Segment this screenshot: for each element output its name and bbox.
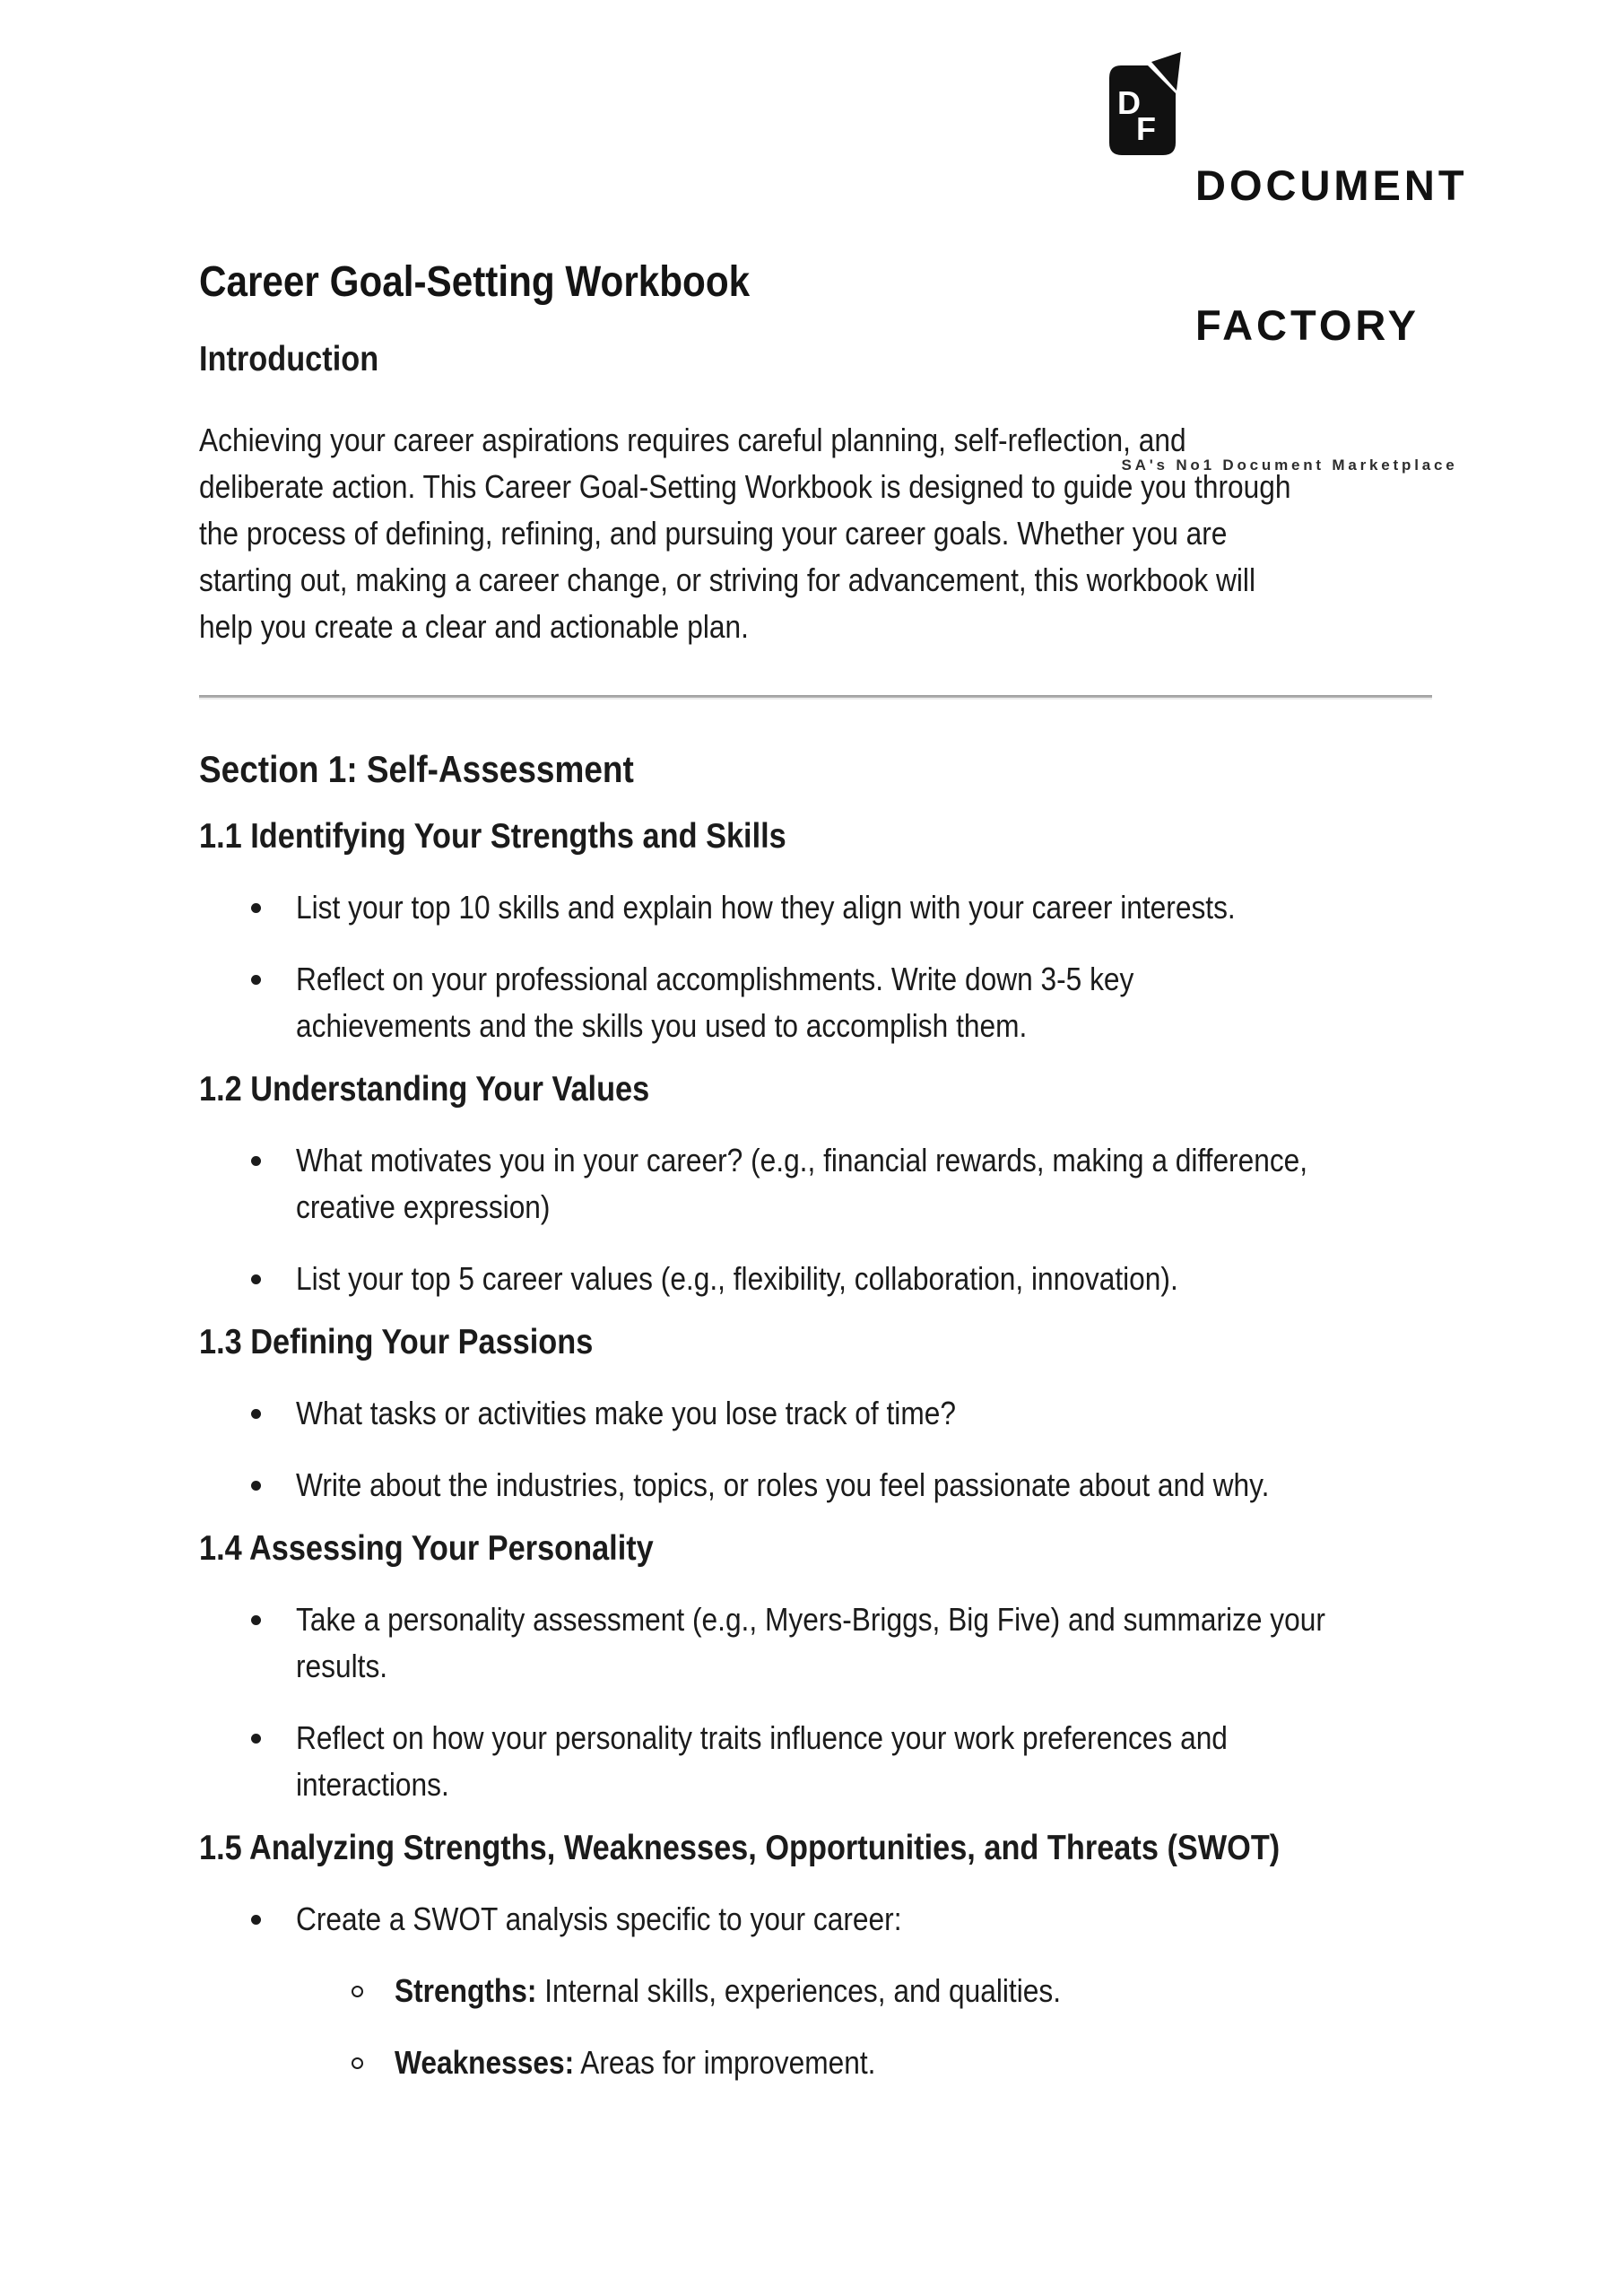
- bullet-text: [296, 1896, 1151, 1943]
- sub-bullet-text: [395, 2039, 942, 2086]
- sub-bullet-list: [296, 1968, 1151, 2086]
- bullet-dot-icon: [249, 1896, 296, 1943]
- logo-tagline: SA's No1 Document Marketplace: [1121, 457, 1458, 474]
- list-item: [199, 1462, 1432, 1509]
- bullet-dot-icon: [249, 884, 296, 931]
- paragraph-line: help you create a clear and actionable plan.: [199, 608, 749, 645]
- logo-letter-f: F: [1136, 110, 1156, 147]
- sub-bullet-value: Areas for improvement.: [574, 2044, 876, 2081]
- bullet-text: [296, 1390, 1046, 1437]
- bullet-dot-icon: [249, 1256, 296, 1302]
- logo-wordmark-line2: FACTORY: [1195, 301, 1420, 349]
- bullet-dot-icon: [249, 1462, 296, 1509]
- bullet-list: [199, 1896, 1432, 2086]
- paragraph-line: the process of defining, refining, and pursuing your career goals. Whether you are: [199, 515, 1228, 552]
- list-item: [199, 1715, 1432, 1808]
- list-item: [199, 1256, 1432, 1302]
- bullet-dot-icon: [249, 1137, 296, 1184]
- logo-letter-d: D: [1117, 84, 1141, 121]
- list-item: [199, 1896, 1432, 2086]
- bullet-line: Reflect on your professional accomplishments. Write down 3-5 key: [296, 961, 1134, 997]
- bullet-list: [199, 1137, 1432, 1302]
- bullet-line: achievements and the skills you used to accomplish them.: [296, 1007, 1028, 1044]
- paragraph-line: Achieving your career aspirations requires careful planning, self-reflection, and: [199, 422, 1186, 458]
- document-factory-logo-icon: [1106, 49, 1183, 157]
- sub-list-item: [296, 1968, 1151, 2014]
- paragraph-line: deliberate action. This Career Goal-Setting Workbook is designed to guide you through: [199, 468, 1291, 505]
- sub-bullet-line: [395, 2039, 875, 2086]
- bullet-line: creative expression): [296, 1188, 551, 1225]
- bullet-line: What motivates you in your career? (e.g., financial rewards, making a difference,: [296, 1142, 1308, 1178]
- bullet-list: [199, 1596, 1432, 1808]
- list-item: [199, 1596, 1432, 1690]
- page-title: Career Goal-Setting Workbook: [199, 258, 751, 306]
- subsection-1-5-heading: 1.5 Analyzing Strengths, Weaknesses, Opportunities, and Threats (SWOT): [199, 1829, 1281, 1867]
- bullet-line: Create a SWOT analysis specific to your career:: [296, 1900, 902, 1937]
- bullet-text: [296, 1596, 1465, 1690]
- bullet-line: Write about the industries, topics, or roles you feel passionate about and why.: [296, 1466, 1270, 1503]
- horizontal-divider: [199, 695, 1432, 700]
- section-1-heading: Section 1: Self-Assessment: [199, 748, 634, 790]
- bullet-line: List your top 5 career values (e.g., flexibility, collaboration, innovation).: [296, 1260, 1178, 1297]
- bullet-list: [199, 884, 1432, 1049]
- sub-list-item: [296, 2039, 1151, 2086]
- bullet-text: [296, 1462, 1402, 1509]
- sub-bullet-label: Weaknesses:: [395, 2044, 575, 2081]
- list-item: [199, 1137, 1432, 1231]
- sub-bullet-line: [395, 1968, 1061, 2014]
- sub-bullet-text: [395, 1968, 1151, 2014]
- bullet-line: Reflect on how your personality traits influence your work preferences and: [296, 1719, 1228, 1756]
- list-item: [199, 956, 1432, 1049]
- bullet-line: What tasks or activities make you lose track of time?: [296, 1395, 956, 1431]
- bullet-dot-icon: [249, 1390, 296, 1437]
- bullet-text: [296, 1715, 1355, 1808]
- bullet-dot-icon: [249, 1596, 296, 1643]
- bullet-text: [296, 884, 1364, 931]
- introduction-paragraph: [199, 417, 1432, 650]
- subsection-1-2-heading: 1.2 Understanding Your Values: [199, 1070, 650, 1109]
- bullet-text: [296, 1137, 1446, 1231]
- logo-wordmark-line1: DOCUMENT: [1195, 161, 1468, 209]
- subsection-1-3-heading: 1.3 Defining Your Passions: [199, 1323, 594, 1361]
- bullet-body: [296, 1896, 1151, 2086]
- bullet-line: Take a personality assessment (e.g., Myers-Briggs, Big Five) and summarize your: [296, 1601, 1325, 1638]
- bullet-line: List your top 10 skills and explain how they align with your career interests.: [296, 889, 1236, 926]
- list-item: [199, 1390, 1432, 1437]
- bullet-line: interactions.: [296, 1766, 449, 1803]
- bullet-list: [199, 1390, 1432, 1509]
- bullet-text: [296, 1256, 1298, 1302]
- bullet-dot-icon: [249, 956, 296, 1003]
- paragraph-line: starting out, making a career change, or striving for advancement, this workbook will: [199, 561, 1256, 598]
- bullet-circle-icon: [352, 1968, 395, 2014]
- list-item: [199, 884, 1432, 931]
- subsection-1-1-heading: 1.1 Identifying Your Strengths and Skills: [199, 817, 786, 856]
- bullet-circle-icon: [352, 2039, 395, 2086]
- sub-bullet-label: Strengths:: [395, 1972, 537, 2009]
- bullet-text: [296, 956, 1248, 1049]
- bullet-dot-icon: [249, 1715, 296, 1761]
- subsection-1-4-heading: 1.4 Assessing Your Personality: [199, 1529, 654, 1568]
- bullet-line: results.: [296, 1648, 388, 1684]
- introduction-heading: Introduction: [199, 340, 379, 378]
- sub-bullet-value: Internal skills, experiences, and qualities.: [536, 1972, 1062, 2009]
